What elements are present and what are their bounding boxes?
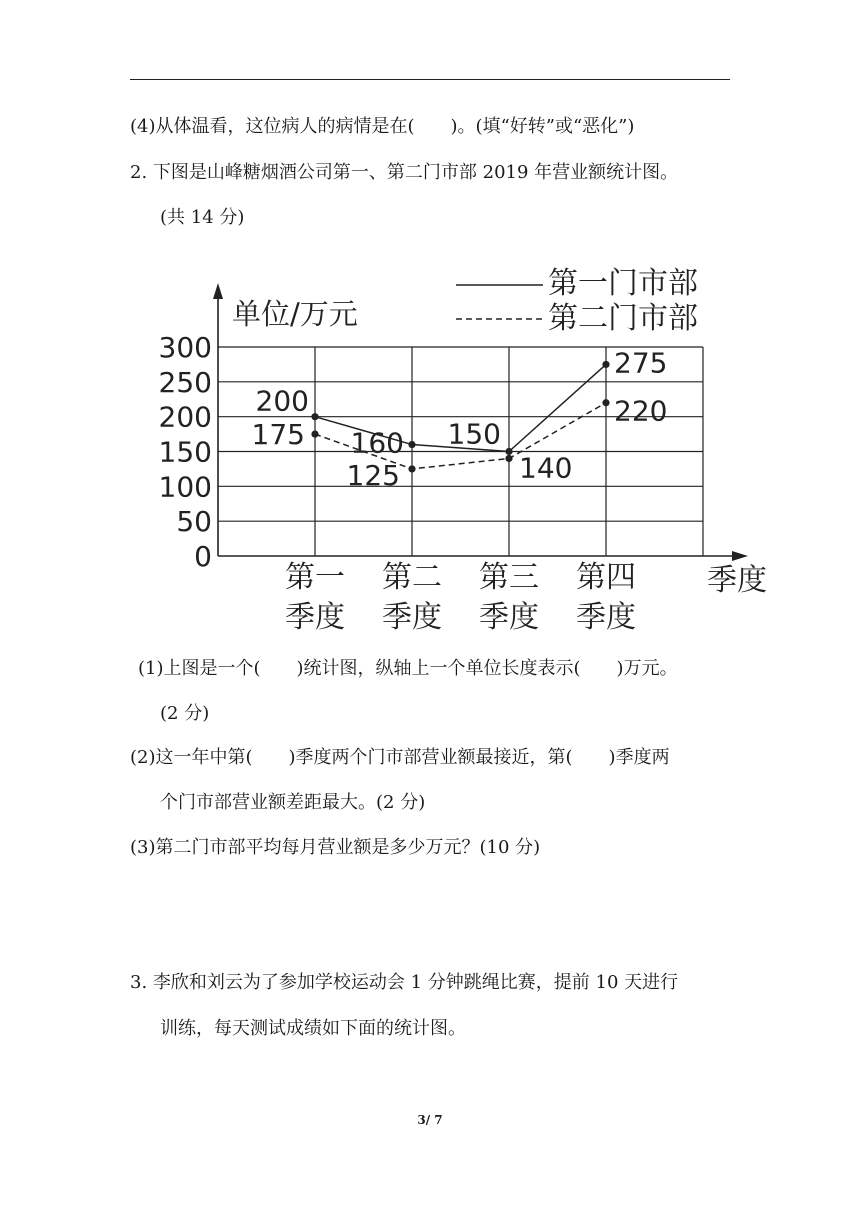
y-tick-label: 100	[158, 470, 212, 504]
data-point	[311, 430, 318, 437]
data-point	[505, 455, 512, 462]
y-tick-label: 50	[176, 505, 212, 539]
data-label: 125	[346, 458, 400, 492]
q3-title-cont: 训练，每天测试成绩如下面的统计图。	[160, 1018, 466, 1039]
legend-label: 第一门市部	[548, 266, 698, 301]
x-tick-label: 季度	[382, 600, 442, 635]
data-point	[408, 465, 415, 472]
q2-sub3: (3)第二门市部平均每月营业额是多少万元？(10 分)	[130, 837, 541, 858]
data-label: 200	[255, 384, 309, 418]
revenue-line-chart	[150, 255, 767, 640]
x-axis-arrow	[732, 551, 748, 561]
data-label: 220	[614, 394, 668, 428]
q2-sub1: (1)上图是一个( )统计图，纵轴上一个单位长度表示( )万元。	[138, 658, 678, 679]
y-tick-label: 300	[158, 331, 212, 364]
data-label: 150	[447, 417, 501, 451]
y-tick-label: 200	[158, 400, 212, 434]
data-point	[602, 361, 609, 368]
x-tick-label: 季度	[576, 600, 636, 635]
q2-title: 2. 下图是山峰糖烟酒公司第一、第二门市部 2019 年营业额统计图。	[130, 162, 679, 183]
x-tick-label: 第三	[479, 560, 539, 595]
page-number: 3/ 7	[417, 1113, 443, 1127]
data-point	[505, 448, 512, 455]
q2-score: (共 14 分)	[160, 207, 245, 228]
data-label: 175	[251, 418, 305, 452]
q2-sub2: (2)这一年中第( )季度两个门市部营业额最接近，第( )季度两	[130, 747, 670, 768]
legend-label: 第二门市部	[548, 301, 698, 336]
x-tick-label: 第二	[382, 560, 442, 595]
x-tick-label: 季度	[479, 600, 539, 635]
y-tick-label: 150	[158, 435, 212, 469]
q3-title: 3. 李欣和刘云为了参加学校运动会 1 分钟跳绳比赛，提前 10 天进行	[130, 972, 679, 993]
x-tick-label: 季度	[285, 600, 345, 635]
y-axis-arrow	[213, 283, 223, 299]
y-tick-label: 250	[158, 365, 212, 399]
data-label: 275	[614, 346, 668, 380]
data-label: 160	[350, 426, 404, 460]
y-tick-label: 0	[194, 540, 212, 573]
data-point	[311, 413, 318, 420]
data-point	[408, 441, 415, 448]
data-label: 140	[519, 451, 573, 485]
q1-item4: (4)从体温看，这位病人的病情是在( )。(填“好转”或“恶化”)	[130, 116, 635, 137]
x-tick-label: 第四	[576, 560, 636, 595]
header-rule	[130, 79, 730, 80]
x-axis-label: 季度	[707, 563, 767, 598]
q2-sub2-cont: 个门市部营业额差距最大。(2 分)	[160, 792, 426, 813]
x-tick-label: 第一	[285, 560, 345, 595]
q2-sub1-score: (2 分)	[160, 703, 210, 724]
data-point	[602, 399, 609, 406]
y-axis-label: 单位/万元	[232, 297, 358, 331]
